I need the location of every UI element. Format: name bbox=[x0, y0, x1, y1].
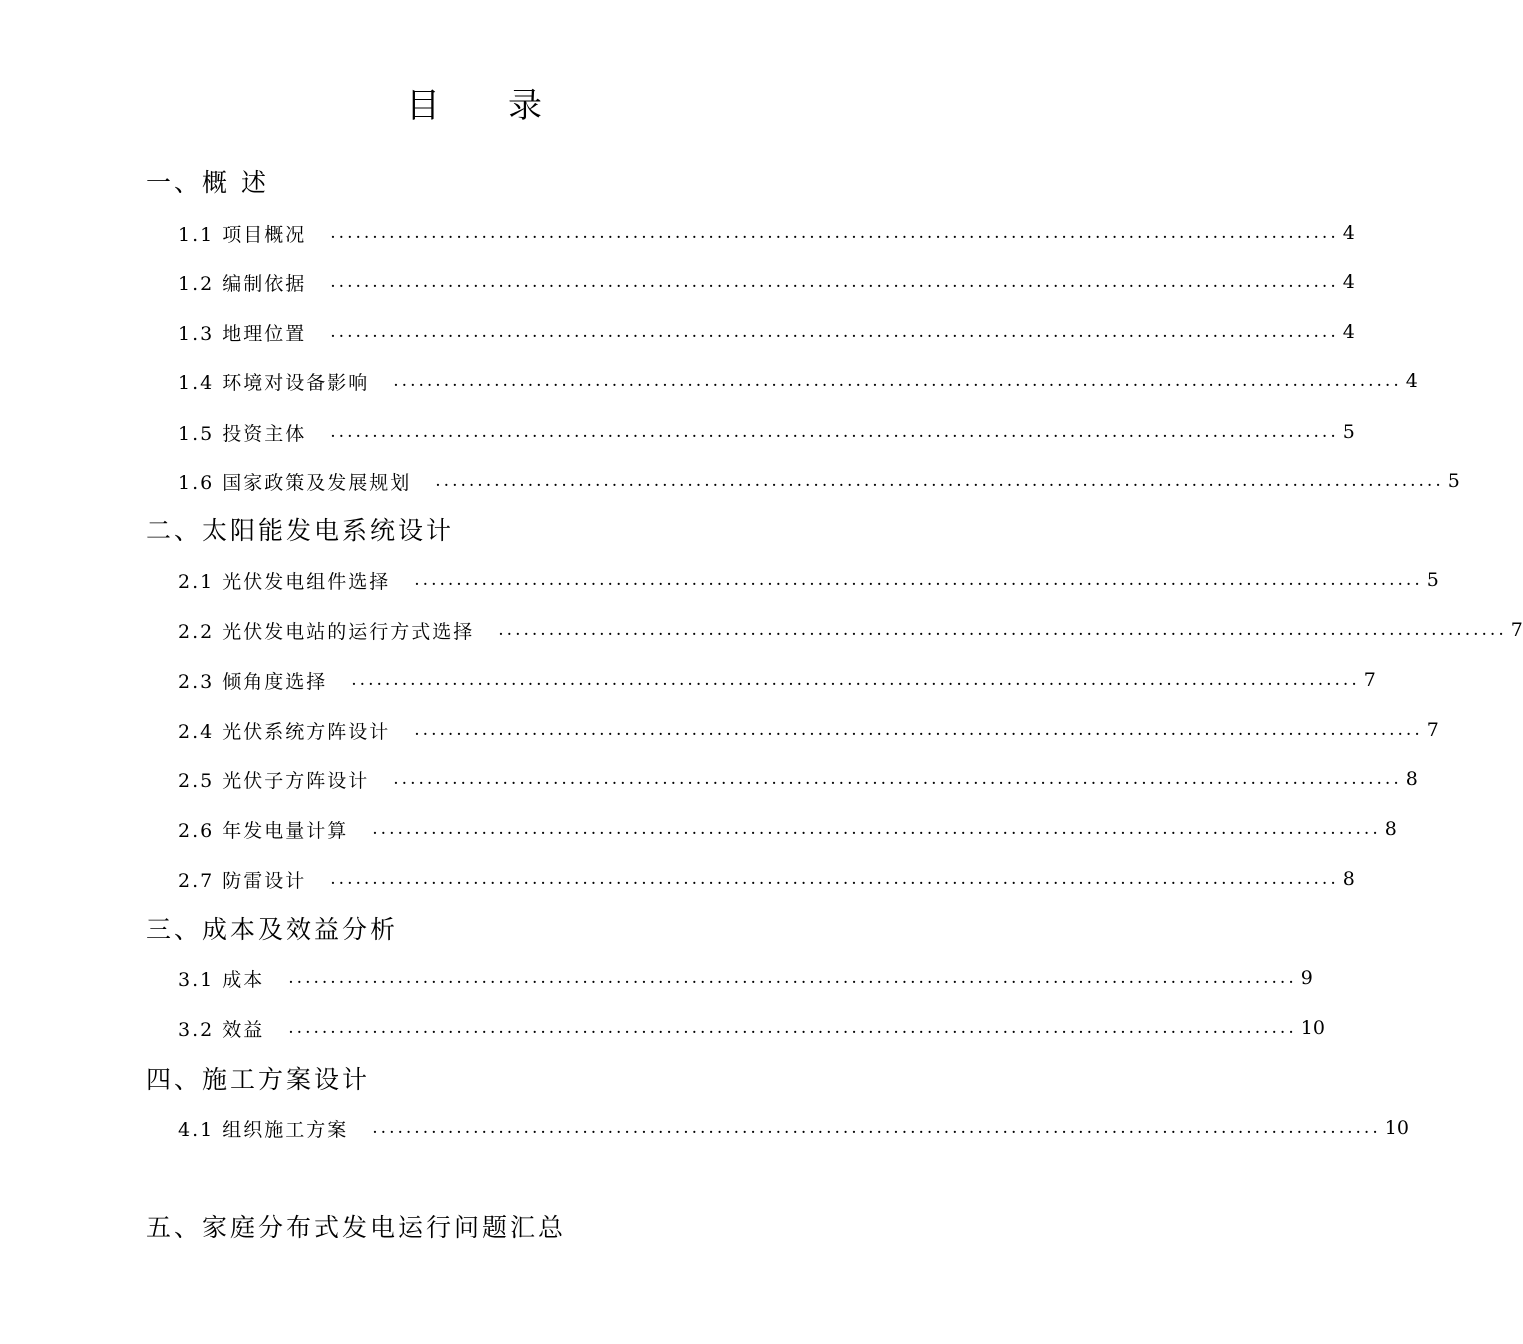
toc-entry-label: 1.4 环境对设备影响 bbox=[178, 371, 370, 394]
dot-leader: ........................................................................................................................ bbox=[330, 422, 1339, 442]
toc-entry-page: 7 bbox=[1510, 619, 1523, 641]
toc-section-4-heading: 四、施工方案设计 bbox=[146, 1065, 371, 1094]
dot-leader: ........................................................................................................................ bbox=[288, 968, 1297, 988]
dot-leader: ........................................................................................................................ bbox=[498, 620, 1507, 640]
toc-entry-page: 9 bbox=[1300, 967, 1313, 989]
toc-entry-page: 4 bbox=[1342, 271, 1355, 293]
toc-entry-page: 4 bbox=[1405, 370, 1418, 392]
toc-entry[interactable] bbox=[178, 1014, 1325, 1042]
toc-entry-page: 8 bbox=[1342, 868, 1355, 890]
dot-leader: ........................................................................................................................ bbox=[414, 570, 1423, 590]
dot-leader: ........................................................................................................................ bbox=[372, 1118, 1381, 1138]
toc-entry-label: 4.1 组织施工方案 bbox=[178, 1118, 349, 1141]
toc-entry-label: 1.2 编制依据 bbox=[178, 272, 307, 295]
toc-entry-label: 2.2 光伏发电站的运行方式选择 bbox=[178, 620, 475, 643]
dot-leader: ........................................................................................................................ bbox=[414, 720, 1423, 740]
toc-section-3-heading: 三、成本及效益分析 bbox=[146, 915, 399, 944]
dot-leader: ........................................................................................................................ bbox=[330, 223, 1339, 243]
toc-entry-label: 2.7 防雷设计 bbox=[178, 869, 307, 892]
toc-entry-page: 4 bbox=[1342, 222, 1355, 244]
toc-entry-label: 1.5 投资主体 bbox=[178, 422, 307, 445]
toc-entry[interactable] bbox=[178, 219, 1355, 247]
dot-leader: ........................................................................................................................ bbox=[351, 670, 1360, 690]
toc-entry[interactable] bbox=[178, 268, 1355, 296]
toc-entry-label: 1.3 地理位置 bbox=[178, 322, 307, 345]
toc-entry-page: 8 bbox=[1405, 768, 1418, 790]
dot-leader: ........................................................................................................................ bbox=[435, 471, 1444, 491]
toc-entry[interactable] bbox=[178, 566, 1439, 594]
toc-entry-label: 3.1 成本 bbox=[178, 968, 265, 991]
toc-section-2-heading: 二、太阳能发电系统设计 bbox=[146, 516, 455, 545]
toc-entry-label: 1.1 项目概况 bbox=[178, 223, 307, 246]
toc-entry[interactable] bbox=[178, 318, 1355, 346]
toc-entry-label: 2.5 光伏子方阵设计 bbox=[178, 769, 370, 792]
toc-entry-page: 8 bbox=[1384, 818, 1397, 840]
toc-entry-label: 2.6 年发电量计算 bbox=[178, 819, 349, 842]
toc-entry-label: 2.3 倾角度选择 bbox=[178, 670, 328, 693]
toc-entry-page: 7 bbox=[1426, 719, 1439, 741]
dot-leader: ........................................................................................................................ bbox=[393, 769, 1402, 789]
toc-entry[interactable] bbox=[178, 467, 1460, 495]
dot-leader: ........................................................................................................................ bbox=[372, 819, 1381, 839]
dot-leader: ........................................................................................................................ bbox=[330, 869, 1339, 889]
title-char-1: 目 bbox=[406, 86, 442, 126]
toc-entry[interactable] bbox=[178, 765, 1418, 793]
toc-entry-label: 3.2 效益 bbox=[178, 1018, 265, 1041]
toc-entry-page: 5 bbox=[1426, 569, 1439, 591]
toc-entry[interactable] bbox=[178, 367, 1418, 395]
toc-entry-page: 5 bbox=[1342, 421, 1355, 443]
toc-entry-label: 1.6 国家政策及发展规划 bbox=[178, 471, 412, 494]
toc-entry-page: 10 bbox=[1384, 1117, 1409, 1139]
toc-entry[interactable] bbox=[178, 666, 1376, 694]
toc-section-1-heading: 一、概 述 bbox=[146, 168, 269, 197]
toc-entry[interactable] bbox=[178, 1114, 1409, 1142]
toc-entry-label: 2.1 光伏发电组件选择 bbox=[178, 570, 391, 593]
toc-entry[interactable] bbox=[178, 815, 1397, 843]
toc-entry-label: 2.4 光伏系统方阵设计 bbox=[178, 720, 391, 743]
toc-entry[interactable] bbox=[178, 865, 1355, 893]
toc-section-5-heading: 五、家庭分布式发电运行问题汇总 bbox=[146, 1213, 567, 1242]
toc-entry-page: 5 bbox=[1447, 470, 1460, 492]
dot-leader: ........................................................................................................................ bbox=[330, 272, 1339, 292]
toc-entry[interactable] bbox=[178, 964, 1313, 992]
dot-leader: ........................................................................................................................ bbox=[393, 371, 1402, 391]
toc-entry-page: 4 bbox=[1342, 321, 1355, 343]
dot-leader: ........................................................................................................................ bbox=[330, 322, 1339, 342]
dot-leader: ........................................................................................................................ bbox=[288, 1018, 1297, 1038]
toc-entry[interactable] bbox=[178, 616, 1523, 644]
title-char-2: 录 bbox=[508, 86, 544, 126]
toc-entry-page: 10 bbox=[1300, 1017, 1325, 1039]
toc-entry-page: 7 bbox=[1363, 669, 1376, 691]
page-title bbox=[0, 78, 950, 127]
toc-entry[interactable] bbox=[178, 418, 1355, 446]
toc-entry[interactable] bbox=[178, 716, 1439, 744]
